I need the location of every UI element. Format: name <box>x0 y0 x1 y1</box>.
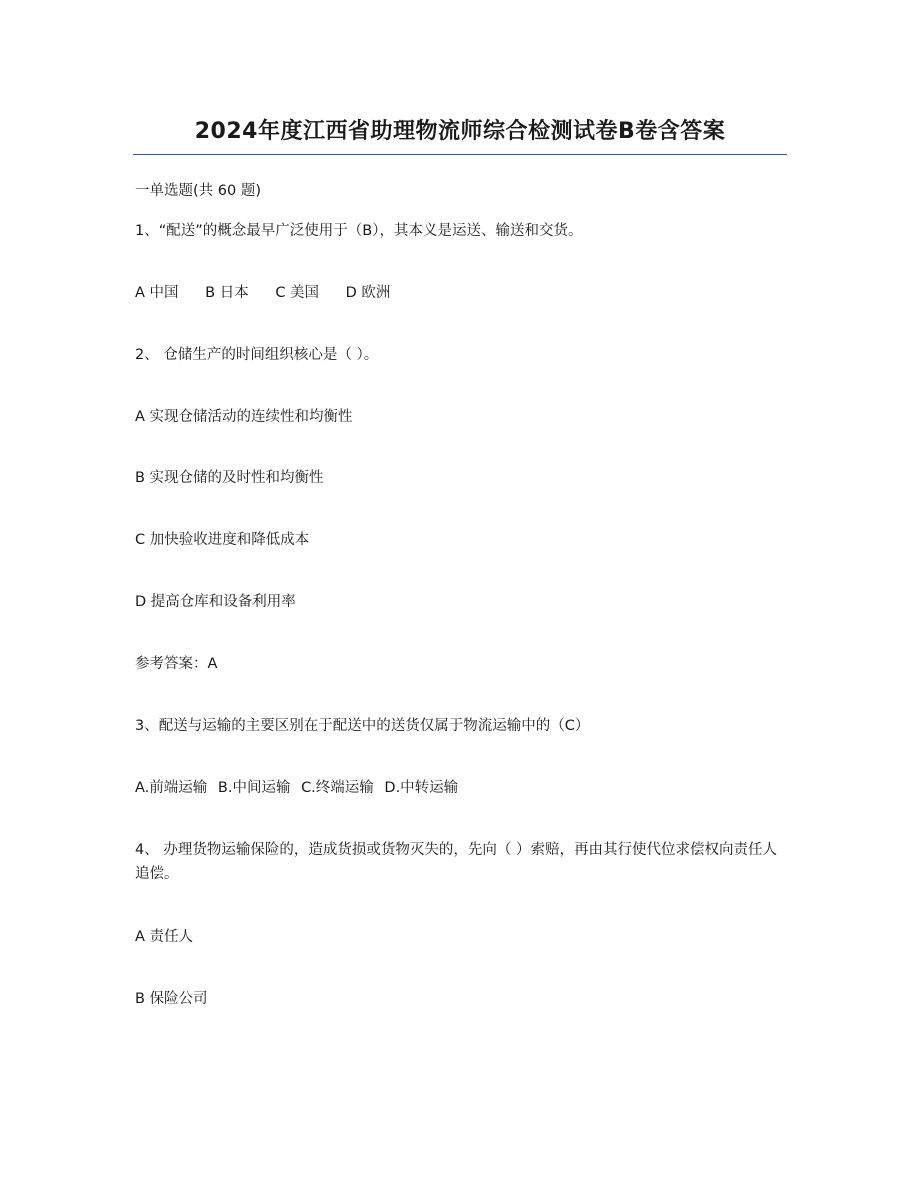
question-2-option-b: B 实现仓储的及时性和均衡性 <box>135 470 324 486</box>
question-3-option-b: B.中间运输 <box>217 780 291 796</box>
section-heading: 一单选题(共 60 题) <box>135 183 261 199</box>
question-2-answer: 参考答案：A <box>135 656 218 672</box>
question-3-option-d: D.中转运输 <box>384 780 459 796</box>
question-1-option-b: B 日本 <box>205 285 249 301</box>
question-2-option-d: D 提高仓库和设备利用率 <box>135 594 296 610</box>
question-3-stem: 3、配送与运输的主要区别在于配送中的送货仅属于物流运输中的（C） <box>135 718 590 734</box>
question-3-option-a: A.前端运输 <box>135 780 208 796</box>
document-title: 2024年度江西省助理物流师综合检测试卷B卷含答案 <box>194 119 726 144</box>
question-2-option-c: C 加快验收进度和降低成本 <box>135 532 310 548</box>
question-4-option-a: A 责任人 <box>135 929 194 945</box>
title-underline <box>133 154 787 155</box>
question-1-stem: 1、“配送”的概念最早广泛使用于（B），其本义是运送、输送和交货。 <box>135 223 583 239</box>
question-3-option-c: C.终端运输 <box>301 780 374 796</box>
question-2-option-a: A 实现仓储活动的连续性和均衡性 <box>135 409 353 425</box>
question-4-option-b: B 保险公司 <box>135 991 208 1007</box>
question-1-option-a: A 中国 <box>135 285 179 301</box>
question-1-options <box>135 281 795 305</box>
question-1-option-c: C 美国 <box>275 285 320 301</box>
question-3-options <box>135 776 795 800</box>
question-1-option-d: D 欧洲 <box>345 285 391 301</box>
question-2-stem: 2、 仓储生产的时间组织核心是（ ）。 <box>135 347 379 363</box>
question-4-stem: 4、 办理货物运输保险的，造成货损或货物灭失的，先向（ ）索赔，再由其行使代位求偿权向责任人追偿。 <box>135 842 777 882</box>
